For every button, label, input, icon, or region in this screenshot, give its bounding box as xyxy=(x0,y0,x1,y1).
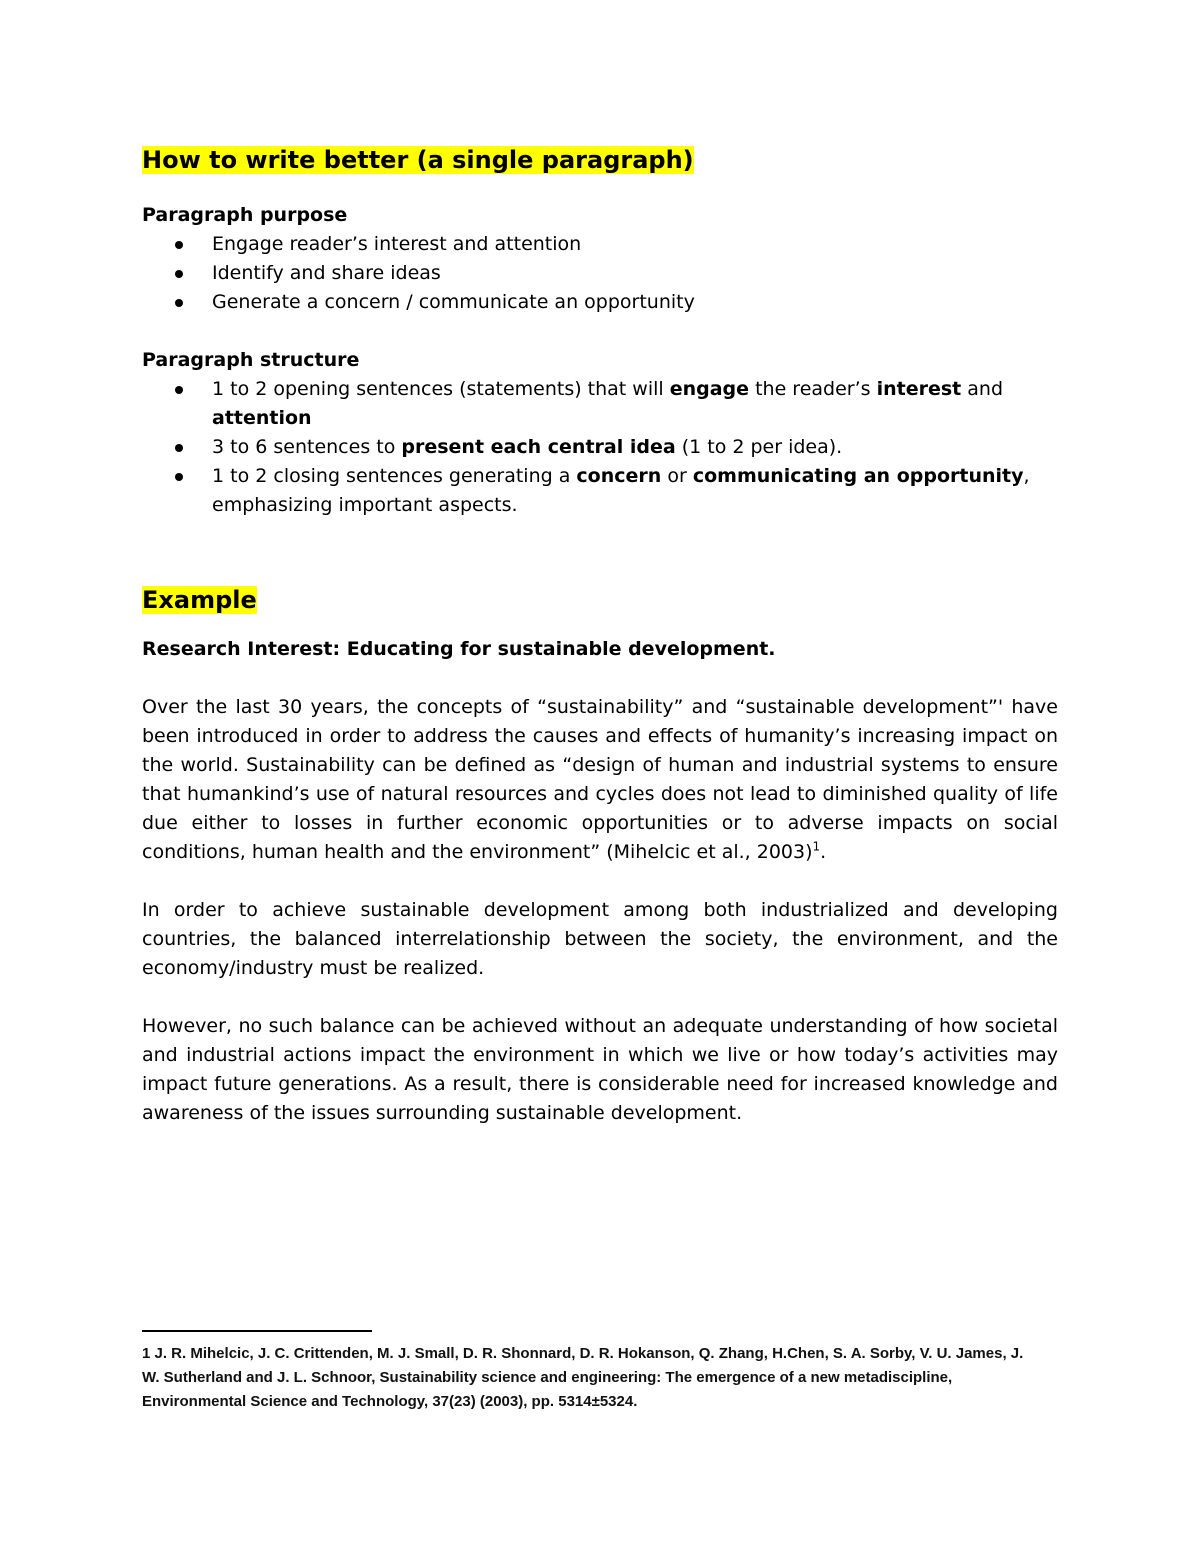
structure-heading: Paragraph structure xyxy=(142,349,360,371)
example-paragraph-1: Over the last 30 years, the concepts of “sustainability” and “sustainable development”' have been introduced in order to address the causes and effects of humanity’s increasing impact on the world. Sustainability can be defined as “design of human and industrial systems to ensure that humankind’s use of natural resources and cycles does not lead to diminished quality of life due either to losses in further economic opportunities or to adverse impacts on social conditions, human health and the environment” (Mihelcic et al., 2003)$^1$. xyxy=(142,696,1058,863)
purpose-heading: Paragraph purpose xyxy=(142,204,348,226)
structure-item xyxy=(142,433,1058,462)
structure-item-text: 1 to 2 closing sentences generating a concern or communicating an opportunity, emphasizing important aspects. xyxy=(212,465,1030,516)
structure-item xyxy=(142,462,1058,520)
bullet-icon xyxy=(175,386,183,394)
purpose-item xyxy=(142,230,1058,259)
example-paragraph-3: However, no such balance can be achieved without an adequate understanding of how societal and industrial actions impact the environment in which we live or how today’s activities may impact future generations. As a result, there is considerable need for increased knowledge and awareness of the issues surrounding sustainable development. xyxy=(142,1015,1058,1124)
purpose-item-text: Identify and share ideas xyxy=(212,262,441,284)
structure-item xyxy=(142,375,1058,433)
bullet-icon xyxy=(175,270,183,278)
purpose-item xyxy=(142,259,1058,288)
document-page xyxy=(142,140,1058,1128)
footnote: 1 J. R. Mihelcic, J. C. Crittenden, M. J. Small, D. R. Shonnard, D. R. Hokanson, Q. Zhang, H.Chen, S. A. Sorby, V. U. James, J. W. Sutherland and J. L. Schnoor, Sustainability science and engineering: The emergence of a new metadiscipline, Environmental Science and Technology, 37(23) (2003), pp. 5314±5324. xyxy=(142,1345,1024,1410)
purpose-item-text: Engage reader’s interest and attention xyxy=(212,233,582,255)
structure-list xyxy=(142,375,1058,520)
purpose-item xyxy=(142,288,1058,317)
structure-item-text: 1 to 2 opening sentences (statements) that will engage the reader’s interest and attention xyxy=(212,378,1004,429)
footnote-divider xyxy=(142,1330,372,1332)
page-title xyxy=(142,140,1058,180)
bullet-icon xyxy=(175,444,183,452)
structure-item-text: 3 to 6 sentences to present each central idea (1 to 2 per idea). xyxy=(212,436,843,458)
example-heading xyxy=(142,580,1058,620)
purpose-list xyxy=(142,230,1058,317)
purpose-item-text: Generate a concern / communicate an opportunity xyxy=(212,291,695,313)
example-paragraph-2: In order to achieve sustainable development among both industrialized and developing countries, the balanced interrelationship between the society, the environment, and the economy/industry must be realized. xyxy=(142,899,1058,979)
bullet-icon xyxy=(175,241,183,249)
bullet-icon xyxy=(175,299,183,307)
example-heading-text: Example xyxy=(142,586,257,614)
bullet-icon xyxy=(175,473,183,481)
page-title-text: How to write better (a single paragraph) xyxy=(142,146,694,174)
research-interest: Research Interest: Educating for sustainable development. xyxy=(142,638,776,660)
footnote-ref: 1 xyxy=(812,839,821,854)
